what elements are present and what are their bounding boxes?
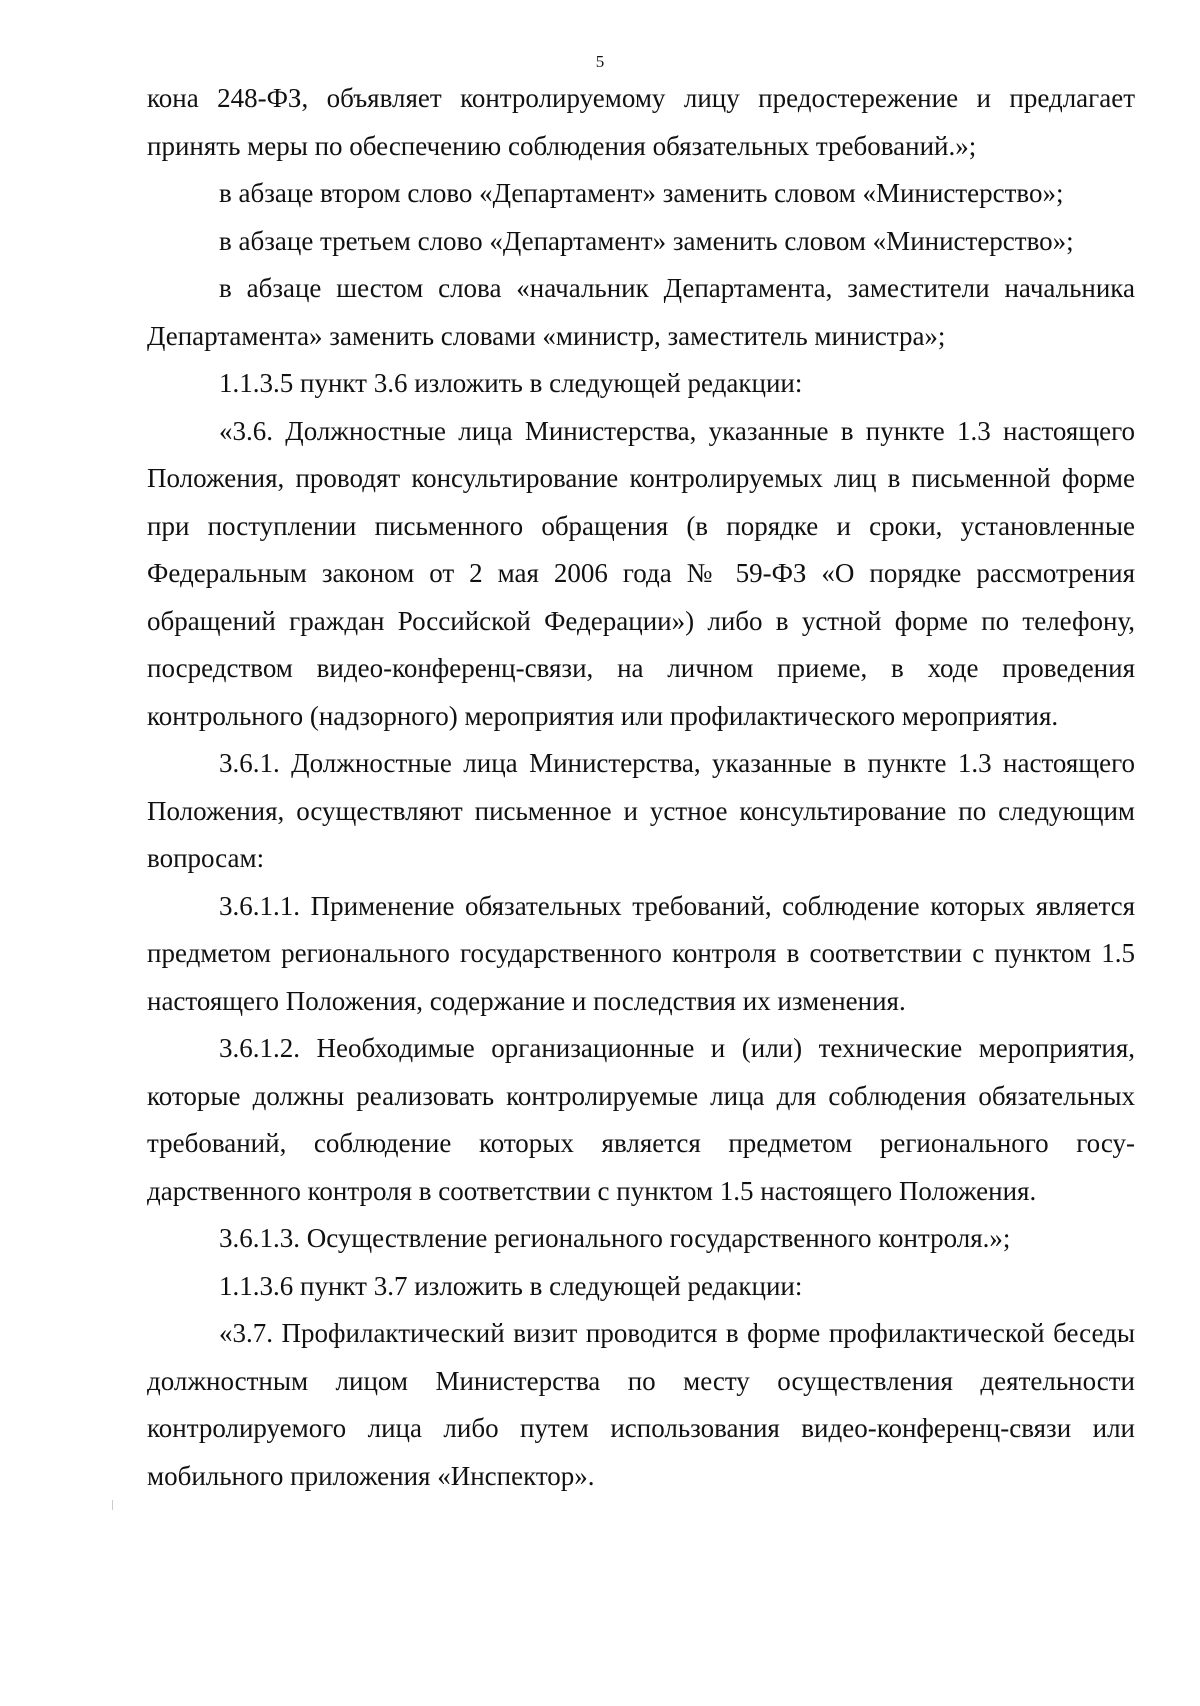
paragraph-1-1-3-6: 1.1.3.6 пункт 3.7 изложить в следующей редакции: xyxy=(219,1270,803,1301)
paragraph-1-1-3-5: 1.1.3.5 пункт 3.6 изложить в следующей редакции: xyxy=(219,368,803,398)
paragraph-3-6-1-2: 3.6.1.2. Необходимые организационные и (или) технические мероприятия, которые должны реализовать контролируемые лица для соблюдения обязательных требований, соблюдение которых является предметом регионального государственного контроля в соответствии с пунктом 1.5 настоящего Положения. xyxy=(147,1033,1135,1206)
paragraph-amend-third: в абзаце третьем слово «Департамент» заменить словом «Министерство»; xyxy=(219,225,1074,256)
paragraph-continuation: кона 248-ФЗ, объявляет контролируемому лицу предостережение и предлагает принять меры по обеспечению соблюдения обязательных требований.»; xyxy=(147,83,1135,161)
paragraph-3-6-1: 3.6.1. Должностные лица Министерства, указанные в пункте 1.3 настоящего Положения, осуществляют письменное и устное консультирование по следующим вопросам: xyxy=(147,748,1135,873)
paragraph-3-6-1-3: 3.6.1.3. Осуществление регионального государственного контроля.»; xyxy=(219,1223,1011,1253)
paragraph-amend-second: в абзаце втором слово «Департамент» заменить словом «Министерство»; xyxy=(219,178,1064,208)
paragraph-amend-sixth: в абзаце шестом слова «начальник Департамента, заместители начальника Департамента» заменить словами «министр, заместитель министра»; xyxy=(147,273,1135,351)
paragraph-3-6: «3.6. Должностные лица Министерства, указанные в пункте 1.3 настоящего Положения, проводят консультирование контролируемых лиц в письменной форме при поступлении письменного обращения (в порядке и сроки, установленные Федеральным законом от 2 мая 2006 года № 59-ФЗ «О порядке рассмотрения обращений граждан Российской Федерации») либо в устной форме по телефону, посредством видео-конференц-связи, на личном приеме, в ходе проведения контрольного (надзорного) мероприятия или профилактического мероприятия. xyxy=(147,415,1135,731)
page-number: 5 xyxy=(595,52,605,71)
document-body xyxy=(147,75,1135,1500)
paragraph-3-6-1-1: 3.6.1.1. Применение обязательных требований, соблюдение которых является предметом регионального государственного контроля в соответствии с пунктом 1.5 настоящего Положения, содержание и последствия их изменения. xyxy=(147,890,1135,1016)
paragraph-3-7: «3.7. Профилактический визит проводится в форме профилактической беседы должностным лицом Министерства по месту осуществления деятельности контролируемого лица либо путем использования видео-конференц-связи или мобильного приложения «Инспектор». xyxy=(147,1318,1135,1491)
scan-artifact xyxy=(112,1500,113,1510)
